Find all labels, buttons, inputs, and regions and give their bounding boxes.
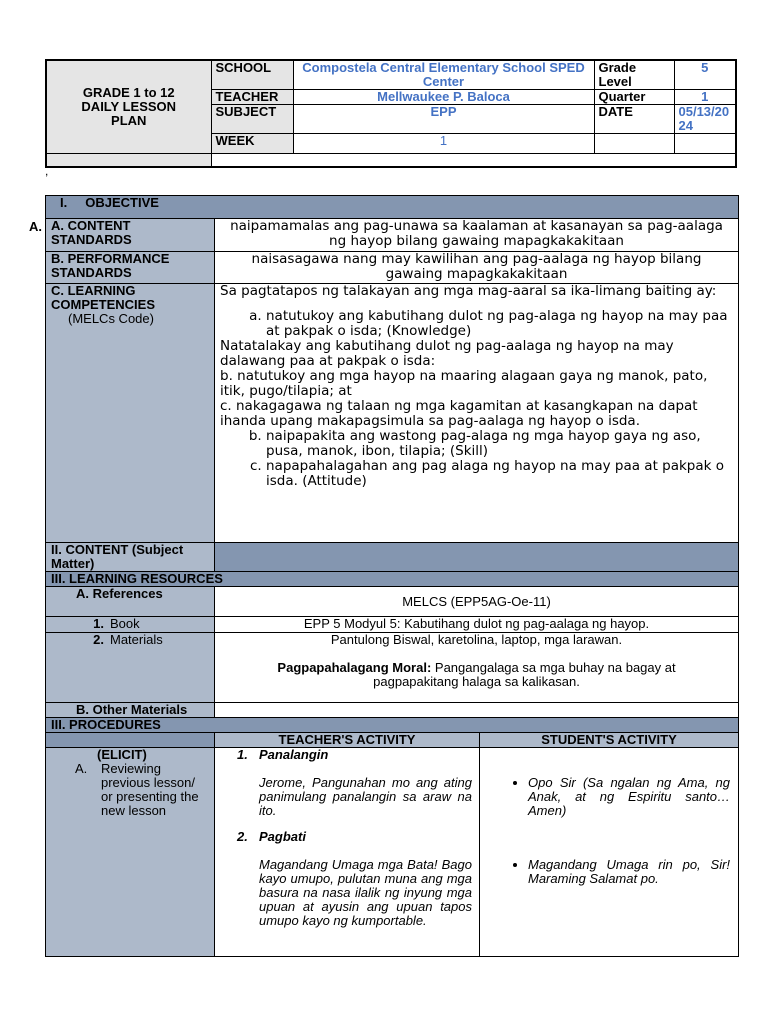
competencies-code: (MELCs Code) [68,311,154,326]
procedures-blank-head [46,733,215,748]
date-value: 05/13/2024 [674,105,736,134]
step1-student-text: • Opo Sir (Sa ngalan ng Ama, ng Anak, at ng Espiritu santo… Amen) [528,776,730,818]
resources-label: III. LEARNING RESOURCES [46,572,739,587]
step2-student-list [480,858,730,886]
content-standards-text: naipamamalas ang pag-unawa sa kaalaman at kasanayan sa pag-aalaga ng hayop bilang gawaing mapagkakakitaan [215,219,739,252]
competency-line-4: itik, pugo/tilapia; at [220,383,352,399]
step2-student-text: • Magandang Umaga rin po, Sir! Maraming Salamat po. [528,858,730,886]
teacher-label: TEACHER [211,90,293,105]
week-label: WEEK [211,134,293,154]
week-value: 1 [293,134,594,154]
materials-label: Materials [110,632,163,647]
week-blank-2 [674,134,736,154]
competencies-text [215,284,739,543]
elicit-label: (ELICIT) [97,747,147,762]
header-table [45,59,737,168]
references-value: MELCS (EPP5AG-Oe-11) [215,587,739,617]
step2-teacher-text: Magandang Umaga mga Bata! Bago kayo umupo, pulutan muna ang mga basura na nasa ilalik ng inyung mga upuan at ayusin ang upuan tapos umupo kayo ng kumportable. [259,857,472,928]
date-label: DATE [594,105,674,134]
content-label: II. CONTENT (Subject Matter) [46,543,215,572]
step2-heading [237,830,472,844]
step2-title: Pagbati [259,829,306,844]
elicit-cell [46,748,215,957]
stray-mark: , [45,164,49,178]
other-materials-label: B. Other Materials [46,703,215,718]
competency-list-a [220,309,733,339]
competency-line-5: c. nakagagawa ng talaan ng mga kagamitan at kasangkapan na dapat [220,398,698,414]
book-number: 1. [93,616,104,631]
school-value: Compostela Central Elementary School SPED Center [293,60,594,90]
competency-line-6: ihanda upang makapagsimula sa pag-aalaga ng hayop o isda. [220,413,640,429]
side-marker: A. [29,219,42,234]
performance-standards-text: naisasagawa nang may kawilihan ang pag-aalaga ng hayop bilang gawaing mapagkakakitaan [215,252,739,284]
step2-number: 2. [237,829,248,844]
grade-value: 5 [674,60,736,90]
moral-value: Pangangalaga sa mga buhay na bagay at pagpapakitang halaga sa kalikasan. [373,660,676,689]
quarter-value: 1 [674,90,736,105]
competency-line-1: Natatalakay ang kabutihang dulot ng pag-aalaga ng hayop na may [220,338,674,354]
performance-standards-label: B. PERFORMANCE STANDARDS [46,252,215,284]
grade-label: Grade Level [594,60,674,90]
elicit-item [50,762,210,818]
competency-a: a. natutukoy ang kabutihang dulot ng pag-alaga ng hayop na may paa at pakpak o isda; (Knowledge) [266,309,733,339]
materials-value: Pantulong Biswal, karetolina, laptop, mga larawan. [330,632,623,647]
competencies-intro: Sa pagtatapos ng talakayan ang mga mag-aaral sa ika-limang baiting ay: [220,283,717,299]
competency-line-3: b. natutukoy ang mga hayop na maaring alagaan gaya ng manok, pato, [220,368,708,384]
references-label: A. References [46,587,215,617]
step1-number: 1. [237,747,248,762]
book-value: EPP 5 Modyul 5: Kabutihang dulot ng pag-aalaga ng hayop. [215,617,739,633]
elicit-letter: A. [75,761,88,776]
materials-cell [215,633,739,703]
procedures-label: III. PROCEDURES [46,718,739,733]
footer-blank-left [46,154,211,167]
book-label: Book [110,616,140,631]
competency-line-2: dalawang paa at pakpak o isda: [220,353,436,369]
other-materials-value [215,703,739,718]
materials-number: 2. [93,632,104,647]
step1-teacher-text: Jerome, Pangunahan mo ang ating panimulang panalangin sa araw na ito. [259,775,472,818]
moral-text [219,661,734,689]
materials-label-cell [46,633,215,703]
dlp-title: GRADE 1 to 12 DAILY LESSON PLAN [46,60,211,154]
student-activity-cell [480,748,739,957]
week-blank-1 [594,134,674,154]
subject-value: EPP [293,105,594,134]
teacher-activity-header: TEACHER'S ACTIVITY [215,733,480,748]
objective-title: OBJECTIVE [85,195,159,210]
competencies-label: C. LEARNING COMPETENCIES [51,283,156,312]
competency-b: b. naipapakita ang wastong pag-alaga ng mga hayop gaya ng aso, pusa, manok, ibon, tilapia; (Skill) [266,429,733,459]
content-standards-label: A. CONTENT STANDARDS [46,219,215,252]
subject-label: SUBJECT [211,105,293,134]
teacher-value: Mellwaukee P. Baloca [293,90,594,105]
quarter-label: Quarter [594,90,674,105]
content-value [215,543,739,572]
step1-title: Panalangin [259,747,329,762]
step1-heading [237,748,472,762]
objective-heading [46,196,739,219]
objective-number: I. [60,195,68,210]
step1-student-list [480,776,730,818]
competencies-cell [46,284,215,543]
competency-c: c. napapahalagahan ang pag alaga ng hayop na may paa at pakpak o isda. (Attitude) [266,459,733,489]
book-label-cell [46,617,215,633]
elicit-text: Reviewing previous lesson/ or presenting the new lesson [101,761,199,818]
lesson-table [45,195,739,957]
student-activity-header: STUDENT'S ACTIVITY [480,733,739,748]
teacher-activity-cell [215,748,480,957]
moral-label: Pagpapahalagang Moral: [277,660,432,675]
school-label: SCHOOL [211,60,293,90]
competency-list-bc [220,429,733,489]
footer-blank-right [211,154,736,167]
